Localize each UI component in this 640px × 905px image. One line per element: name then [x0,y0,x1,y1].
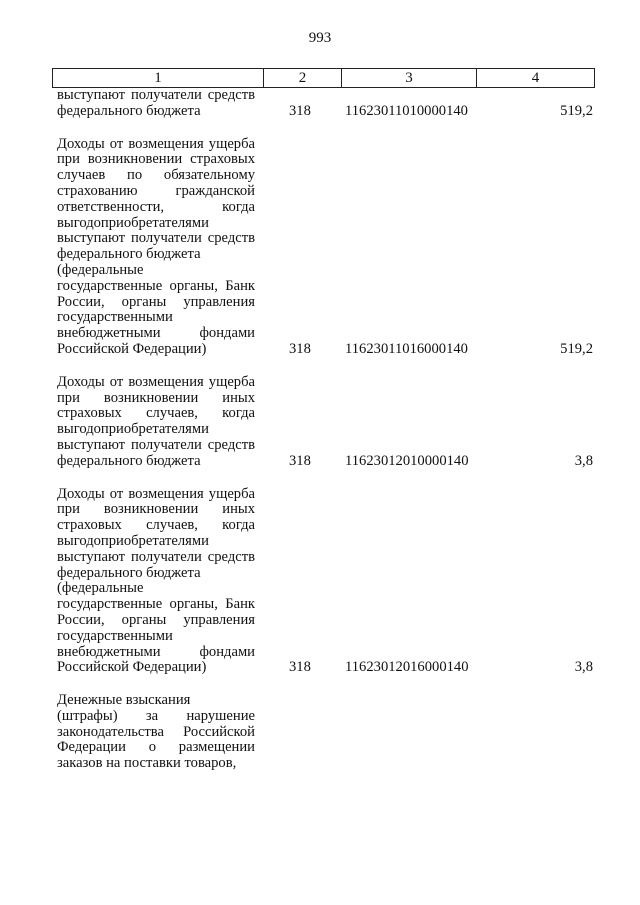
description-line: страхованию гражданской [57,182,255,199]
description-line: России, органы управления [57,293,255,310]
description-line: федерального бюджета [57,246,201,263]
description-line: государственными [57,627,173,644]
row-description [57,137,255,358]
description-line: (федеральные [57,580,144,597]
description-line: выступают получатели средств [57,87,255,103]
row-kbk: 11623012010000140 [345,452,469,469]
header-col-4: 4 [531,70,540,86]
row-code: 318 [289,659,311,676]
row-description [57,693,255,772]
description-line: государственными [57,309,173,326]
description-line: государственные органы, Банк [57,596,255,613]
table-header [52,68,595,88]
row-amount: 519,2 [560,102,593,119]
row-kbk: 11623012016000140 [345,659,469,676]
description-line: выгодоприобретателями [57,214,209,231]
row-amount: 3,8 [574,452,593,469]
description-line: страховых случаев, когда [57,517,255,534]
row-description [57,375,255,470]
description-line: Доходы от возмещения ущерба [57,485,255,502]
row-code: 318 [289,340,311,357]
description-line: при возникновении страховых [57,151,255,168]
description-line: выступают получатели средств [57,230,255,247]
description-line: (федеральные [57,261,144,278]
table-row [57,137,597,358]
description-line: (штрафы) за нарушение [57,707,255,724]
description-line: Денежные взыскания [57,692,191,709]
table-row [57,487,597,677]
description-line: выгодоприобретателями [57,532,209,549]
row-kbk: 11623011016000140 [345,340,468,357]
row-description [57,88,255,120]
row-code: 318 [289,452,311,469]
description-line: законодательства Российской [57,723,255,740]
row-code: 318 [289,102,311,119]
description-line: Федерации о размещении [57,739,255,756]
header-col-2: 2 [264,69,342,87]
description-line: заказов на поставки товаров, [57,755,237,772]
description-line: выгодоприобретателями [57,421,209,438]
description-line: внебюджетными фондами [57,643,255,660]
row-description [57,487,255,677]
table-row [57,88,597,120]
description-line: Доходы от возмещения ущерба [57,373,255,390]
description-line: федерального бюджета [57,102,201,119]
row-amount: 519,2 [560,340,593,357]
description-line: государственные органы, Банк [57,277,255,294]
revenue-table [57,88,597,772]
header-col-3: 3 [342,69,477,87]
table-row [57,693,597,772]
row-amount: 3,8 [574,659,593,676]
description-line: случаев по обязательному [57,167,255,184]
description-line: страховых случаев, когда [57,405,255,422]
description-line: Российской Федерации) [57,340,207,357]
description-line: федерального бюджета [57,452,201,469]
description-line: внебюджетными фондами [57,325,255,342]
description-line: выступают получатели средств [57,548,255,565]
description-line: при возникновении иных [57,389,255,406]
description-line: Российской Федерации) [57,659,207,676]
table-row [57,375,597,470]
description-line: при возникновении иных [57,501,255,518]
description-line: Доходы от возмещения ущерба [57,135,255,152]
description-line: федерального бюджета [57,564,201,581]
row-kbk: 11623011010000140 [345,102,468,119]
description-line: ответственности, когда [57,198,255,215]
description-line: России, органы управления [57,611,255,628]
page-number: 993 [308,30,332,46]
description-line: выступают получатели средств [57,436,255,453]
header-col-1: 1 [53,69,264,87]
